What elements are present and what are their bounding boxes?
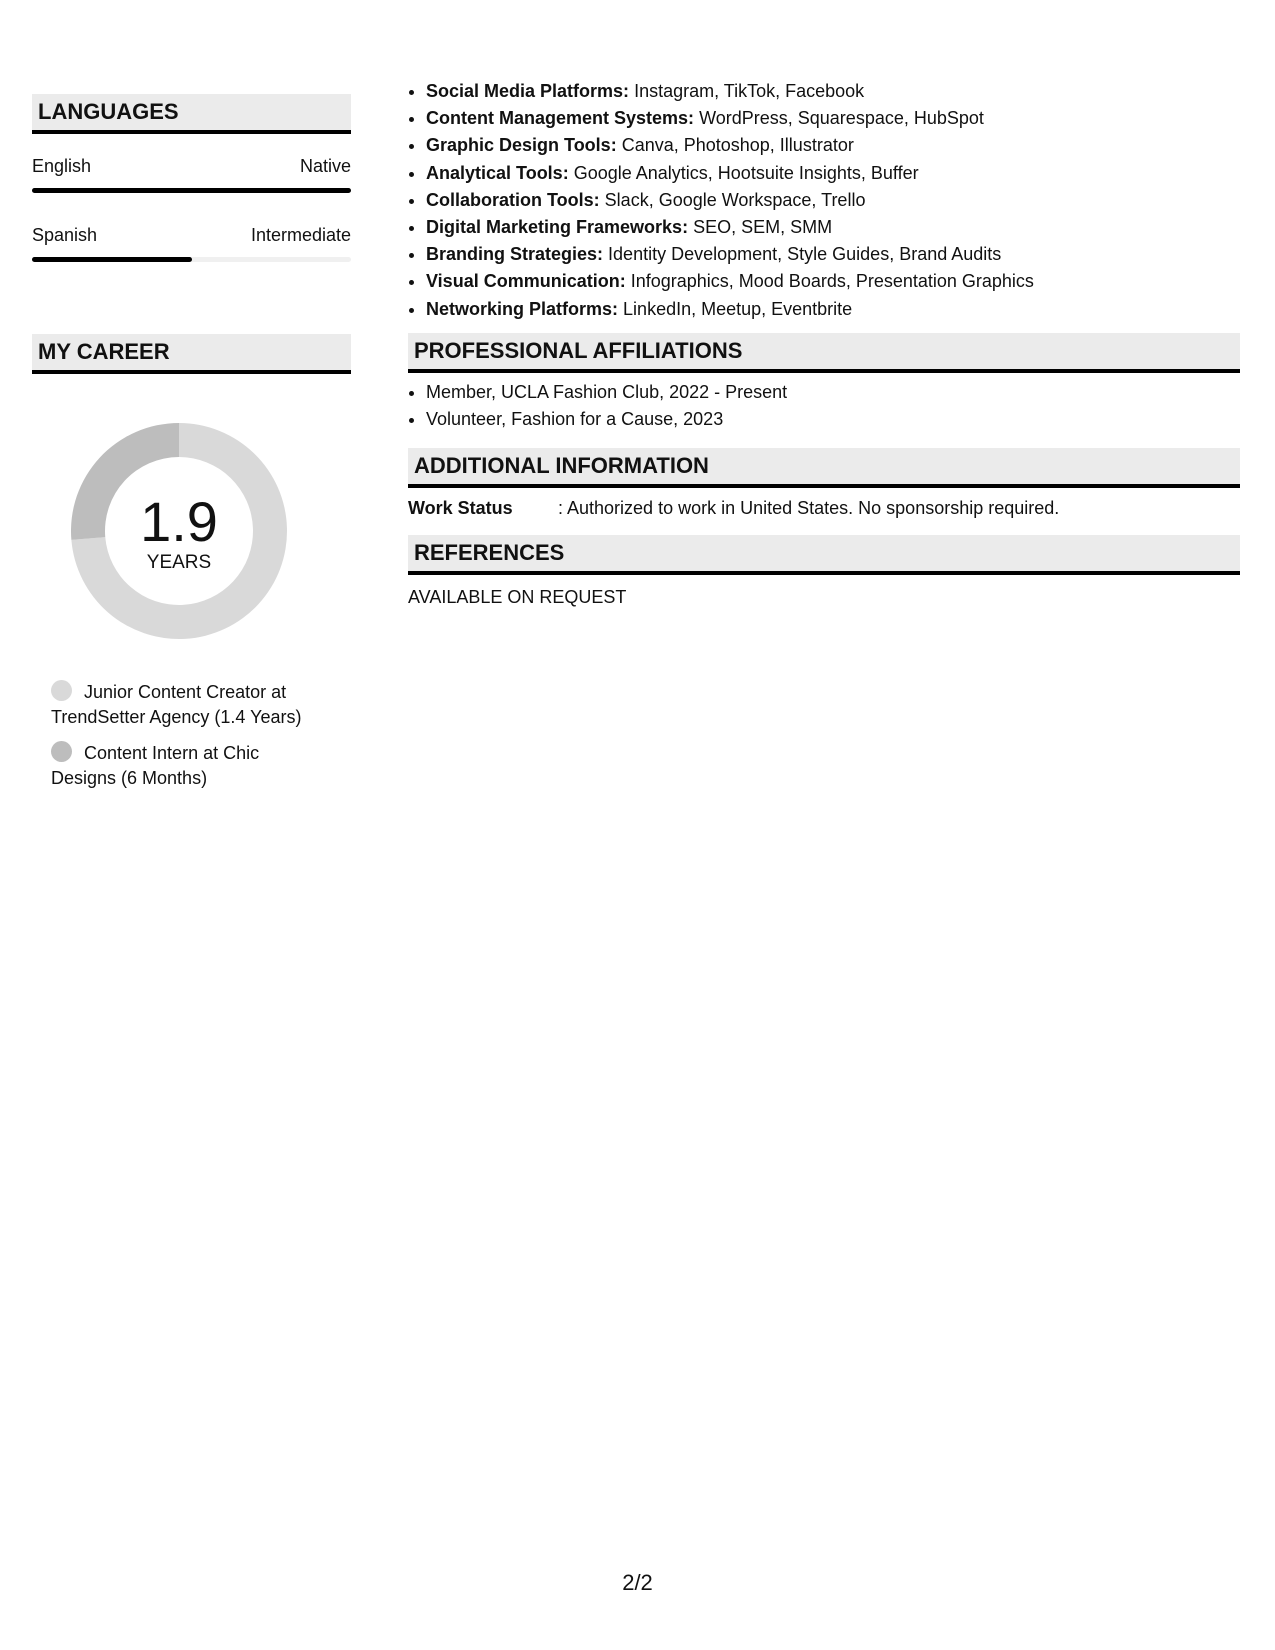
skill-category: Graphic Design Tools: — [426, 135, 617, 156]
career-legend-item — [51, 680, 321, 730]
career-donut-chart — [66, 418, 292, 644]
skill-item — [426, 214, 1240, 241]
legend-swatch — [51, 741, 72, 762]
career-role-label: Junior Content Creator at TrendSetter Agency (1.4 Years) — [51, 682, 302, 727]
skill-category: Branding Strategies: — [426, 244, 604, 265]
language-level-bar — [32, 188, 351, 193]
career-total-unit: YEARS — [146, 552, 212, 573]
skill-category: Social Media Platforms: — [426, 81, 630, 101]
skill-values: Slack, Google Workspace, Trello — [604, 189, 866, 210]
skill-item — [426, 105, 1240, 132]
skill-category: Collaboration Tools: — [426, 189, 600, 210]
language-item-english — [32, 154, 351, 193]
skill-values: Canva, Photoshop, Illustrator — [621, 135, 854, 156]
language-level-bar — [32, 257, 351, 262]
skills-list — [408, 78, 1240, 323]
work-status-row — [408, 496, 1240, 520]
career-heading: MY CAREER — [32, 334, 351, 374]
skill-values: Infographics, Mood Boards, Presentation Graphics — [630, 271, 1034, 292]
skill-values: SEO, SEM, SMM — [693, 217, 833, 238]
skill-category: Analytical Tools: — [426, 162, 569, 183]
skill-category: Content Management Systems: — [426, 108, 695, 129]
language-level: Intermediate — [250, 225, 351, 245]
affiliations-list — [408, 379, 1240, 433]
skill-item — [426, 187, 1240, 214]
career-legend — [51, 680, 351, 791]
skill-item — [426, 296, 1240, 323]
legend-swatch — [51, 680, 72, 701]
skill-category: Visual Communication: — [426, 271, 626, 292]
left-column — [32, 94, 351, 802]
affiliation-item: • Volunteer, Fashion for a Cause, 2023 — [426, 406, 1240, 433]
language-level: Native — [299, 156, 351, 176]
affiliations-heading: PROFESSIONAL AFFILIATIONS — [408, 333, 1240, 373]
language-item-spanish — [32, 223, 351, 262]
additional-info-heading: ADDITIONAL INFORMATION — [408, 448, 1240, 488]
career-legend-item — [51, 741, 321, 791]
references-heading: REFERENCES — [408, 535, 1240, 575]
right-column — [408, 78, 1240, 609]
language-name: English — [32, 156, 92, 176]
skill-values: Google Analytics, Hootsuite Insights, Buffer — [573, 162, 919, 183]
work-status-label: Work Status — [408, 497, 513, 518]
skill-item — [426, 160, 1240, 187]
skill-item — [426, 78, 1240, 105]
languages-heading: LANGUAGES — [32, 94, 351, 134]
skill-item — [426, 241, 1240, 268]
affiliation-item: • Member, UCLA Fashion Club, 2022 - Present — [426, 379, 1240, 406]
language-name: Spanish — [32, 225, 98, 245]
skill-category: Digital Marketing Frameworks: — [426, 217, 689, 238]
skill-values: Instagram, TikTok, Facebook — [634, 81, 865, 101]
skill-values: Identity Development, Style Guides, Brand Audits — [608, 244, 1002, 265]
skill-values: WordPress, Squarespace, HubSpot — [699, 108, 984, 129]
page-number: 2/2 — [622, 1570, 653, 1595]
language-level-bar-fill — [32, 257, 192, 262]
career-total-value: 1.9 — [140, 490, 218, 553]
skill-item — [426, 268, 1240, 295]
work-status-value: : Authorized to work in United States. No sponsorship required. — [558, 497, 1060, 518]
career-role-label: Content Intern at Chic Designs (6 Months) — [51, 743, 260, 788]
skill-values: LinkedIn, Meetup, Eventbrite — [623, 298, 853, 319]
skill-item — [426, 132, 1240, 159]
language-level-bar-fill — [32, 188, 351, 193]
references-text: AVAILABLE ON REQUEST — [408, 586, 627, 607]
skill-category: Networking Platforms: — [426, 298, 619, 319]
